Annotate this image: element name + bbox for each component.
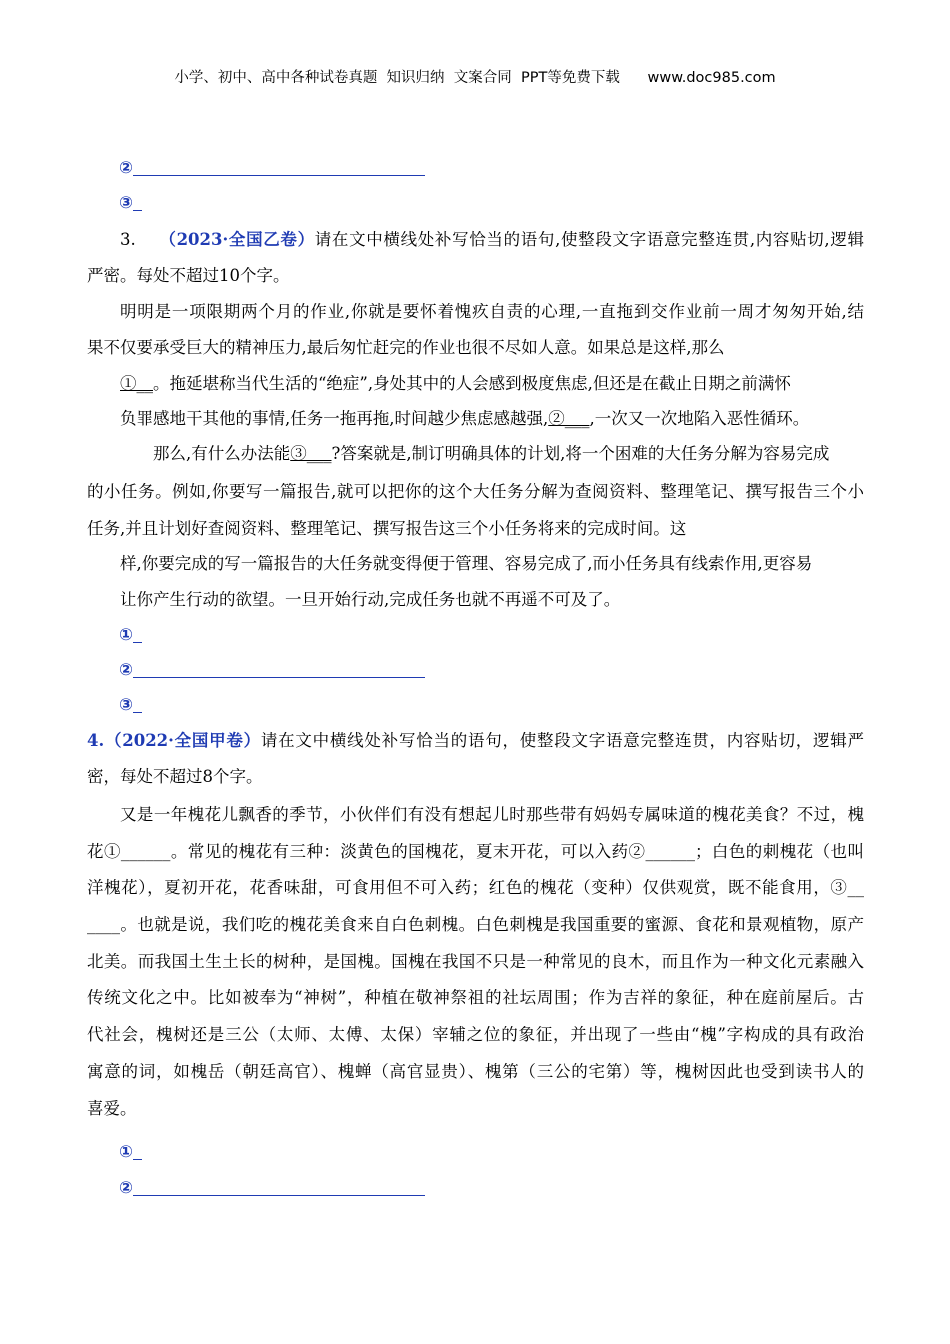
q4-line: 花①______。常见的槐花有三种：淡黄色的国槐花，夏末开花，可以入药②______；白色的刺槐花（也叫 xyxy=(87,842,865,861)
q4-source: （2022·全国甲卷） xyxy=(104,731,261,750)
q3-prompt-line-2: 严密。每处不超过10个字。 xyxy=(87,266,290,285)
q4-prompt-line-1 xyxy=(87,731,864,751)
q3-para2-line-3: 任务,并且计划好查阅资料、整理笔记、撰写报告这三个小任务将来的完成时间。这 xyxy=(87,519,687,538)
q4-prompt: 请在文中横线处补写恰当的语句，使整段文字语意完整连贯，内容贴切，逻辑严 xyxy=(260,731,864,750)
answer-blank[interactable] xyxy=(133,677,425,678)
answer-mark: ② xyxy=(119,660,133,679)
answer-line-2 xyxy=(119,158,425,178)
text: ,一次又一次地陷入恶性循环。 xyxy=(589,409,810,428)
q4-line: 寓意的词，如槐岳（朝廷高官）、槐蝉（高官显贵）、槐第（三公的宅第）等，槐树因此也受到读书人的 xyxy=(87,1062,864,1081)
q4-number: 4. xyxy=(87,731,105,750)
q4-answer-1 xyxy=(119,1142,142,1162)
text: 负罪感地干其他的事情,任务一拖再拖,时间越少焦虑感越强, xyxy=(120,409,549,428)
answer-mark: ③ xyxy=(119,695,133,714)
text: 那么,有什么办法能 xyxy=(153,444,291,463)
answer-mark: ① xyxy=(119,625,133,644)
q3-para2-line-4: 样,你要完成的写一篇报告的大任务就变得便于管理、容易完成了,而小任务具有线索作用,更容易 xyxy=(120,554,813,573)
q3-para1-line-2: 果不仅要承受巨大的精神压力,最后匆忙赶完的作业也很不尽如人意。如果总是这样,那么 xyxy=(87,338,725,357)
q3-prompt-line-1 xyxy=(120,230,864,250)
answer-mark: ① xyxy=(119,1142,133,1161)
q4-line: 洋槐花），夏初开花，花香味甜，可食用但不可入药；红色的槐花（变种）仅供观赏，既不能食用，③__ xyxy=(87,878,864,897)
q3-answer-3 xyxy=(119,695,142,715)
answer-blank[interactable] xyxy=(133,1159,142,1160)
q3-para1-line-1: 明明是一项限期两个月的作业,你就是要怀着愧疚自责的心理,一直拖到交作业前一周才匆匆开始,结 xyxy=(120,302,864,321)
q4-line: 代社会，槐树还是三公（太师、太傅、太保）宰辅之位的象征，并出现了一些由“槐”字构成的具有政治 xyxy=(87,1025,864,1044)
q3-answer-1 xyxy=(119,625,142,645)
q4-line: 喜爱。 xyxy=(87,1099,137,1118)
text: 。拖延堪称当代生活的“绝症”,身处其中的人会感到极度焦虑,但还是在截止日期之前满怀 xyxy=(153,374,791,393)
q3-source: （2023·全国乙卷） xyxy=(159,230,315,249)
answer-mark: ② xyxy=(119,158,133,177)
q4-line: 北美。而我国土生土长的树种，是国槐。国槐在我国不只是一种常见的良木，而且作为一种文化元素融入 xyxy=(87,952,864,971)
q3-para2-line-2: 的小任务。例如,你要写一篇报告,就可以把你的这个大任务分解为查阅资料、整理笔记、撰写报告三个小 xyxy=(87,482,864,501)
q4-line: 又是一年槐花儿飘香的季节，小伙伴们有没有想起儿时那些带有妈妈专属味道的槐花美食？不过，槐 xyxy=(120,805,864,824)
blank-1[interactable]: ①__ xyxy=(120,374,153,393)
answer-blank[interactable] xyxy=(133,1195,425,1196)
answer-blank[interactable] xyxy=(133,175,425,176)
answer-mark: ③ xyxy=(119,193,133,212)
q4-prompt-line-2: 密，每处不超过8个字。 xyxy=(87,767,263,786)
answer-blank[interactable] xyxy=(133,642,142,643)
q3-para2-line-1 xyxy=(153,444,829,464)
answer-blank[interactable] xyxy=(133,712,142,713)
page-header: 小学、初中、高中各种试卷真题 知识归纳 文案合同 PPT等免费下载 www.doc985.com xyxy=(174,70,776,86)
q3-prompt: 请在文中横线处补写恰当的语句,使整段文字语意完整连贯,内容贴切,逻辑 xyxy=(314,230,864,249)
text: ?答案就是,制订明确具体的计划,将一个困难的大任务分解为容易完成 xyxy=(331,444,830,463)
q3-para1-line-3 xyxy=(120,374,791,394)
answer-blank[interactable] xyxy=(133,210,142,211)
q3-para2-line-5: 让你产生行动的欲望。一旦开始行动,完成任务也就不再遥不可及了。 xyxy=(120,590,621,609)
q3-answer-2 xyxy=(119,660,425,680)
q4-line: ____。也就是说，我们吃的槐花美食来自白色刺槐。白色刺槐是我国重要的蜜源、食花和景观植物，原产 xyxy=(87,915,864,934)
q4-line: 传统文化之中。比如被奉为“神树”，种植在敬神祭祖的社坛周围；作为吉祥的象征，种在庭前屋后。古 xyxy=(87,988,864,1007)
q4-answer-2 xyxy=(119,1178,425,1198)
blank-3[interactable]: ③___ xyxy=(290,444,332,463)
answer-line-3 xyxy=(119,193,142,213)
q3-number: 3. xyxy=(120,230,136,249)
q3-para1-line-4 xyxy=(120,409,809,429)
blank-2[interactable]: ②___ xyxy=(548,409,590,428)
answer-mark: ② xyxy=(119,1178,133,1197)
